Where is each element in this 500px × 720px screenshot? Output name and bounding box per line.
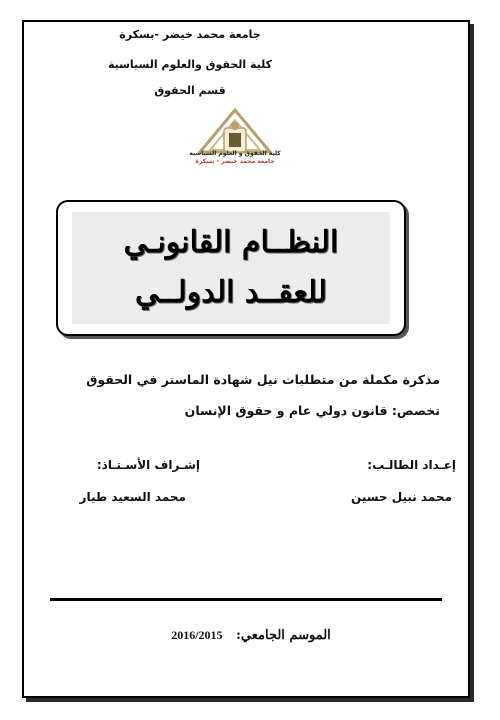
faculty-name: كلية الحقوق والعلوم السياسية <box>107 58 273 71</box>
student-name: محمد نبيل حسين <box>351 490 452 504</box>
prepared-by-label: إعـداد الطالـب: <box>367 458 456 472</box>
title-line2: للعقــد الدولــي <box>135 275 327 310</box>
university-name: جامعة محمد خيضر -بسكرة <box>119 28 261 41</box>
department-name: قسم الحقوق <box>154 84 226 97</box>
title-panel <box>72 212 390 324</box>
logo-caption <box>185 150 285 165</box>
thesis-description: مذكرة مكملة من متطلبات نيل شهادة الماستر في الحقوق <box>86 372 440 387</box>
footer-divider <box>50 598 442 601</box>
specialization: تخصص: قانون دولي عام و حقوق الإنسان <box>184 403 440 418</box>
logo-caption-line2: جامعة محمد خيضر - بسكرة <box>195 158 275 165</box>
academic-year-label: الموسم الجامعي: <box>236 628 331 643</box>
title-line1: النظــام القانونـي <box>123 225 339 260</box>
logo-caption-line1: كلية الحقوق و العلوم السياسية <box>189 150 281 157</box>
supervised-by-label: إشـراف الأسـتـاذ: <box>96 458 200 472</box>
supervisor-name: محمد السعيد طيار <box>79 490 186 504</box>
title-box <box>56 200 406 336</box>
academic-year-value: 2016/2015 <box>171 628 223 642</box>
academic-year <box>146 624 356 643</box>
